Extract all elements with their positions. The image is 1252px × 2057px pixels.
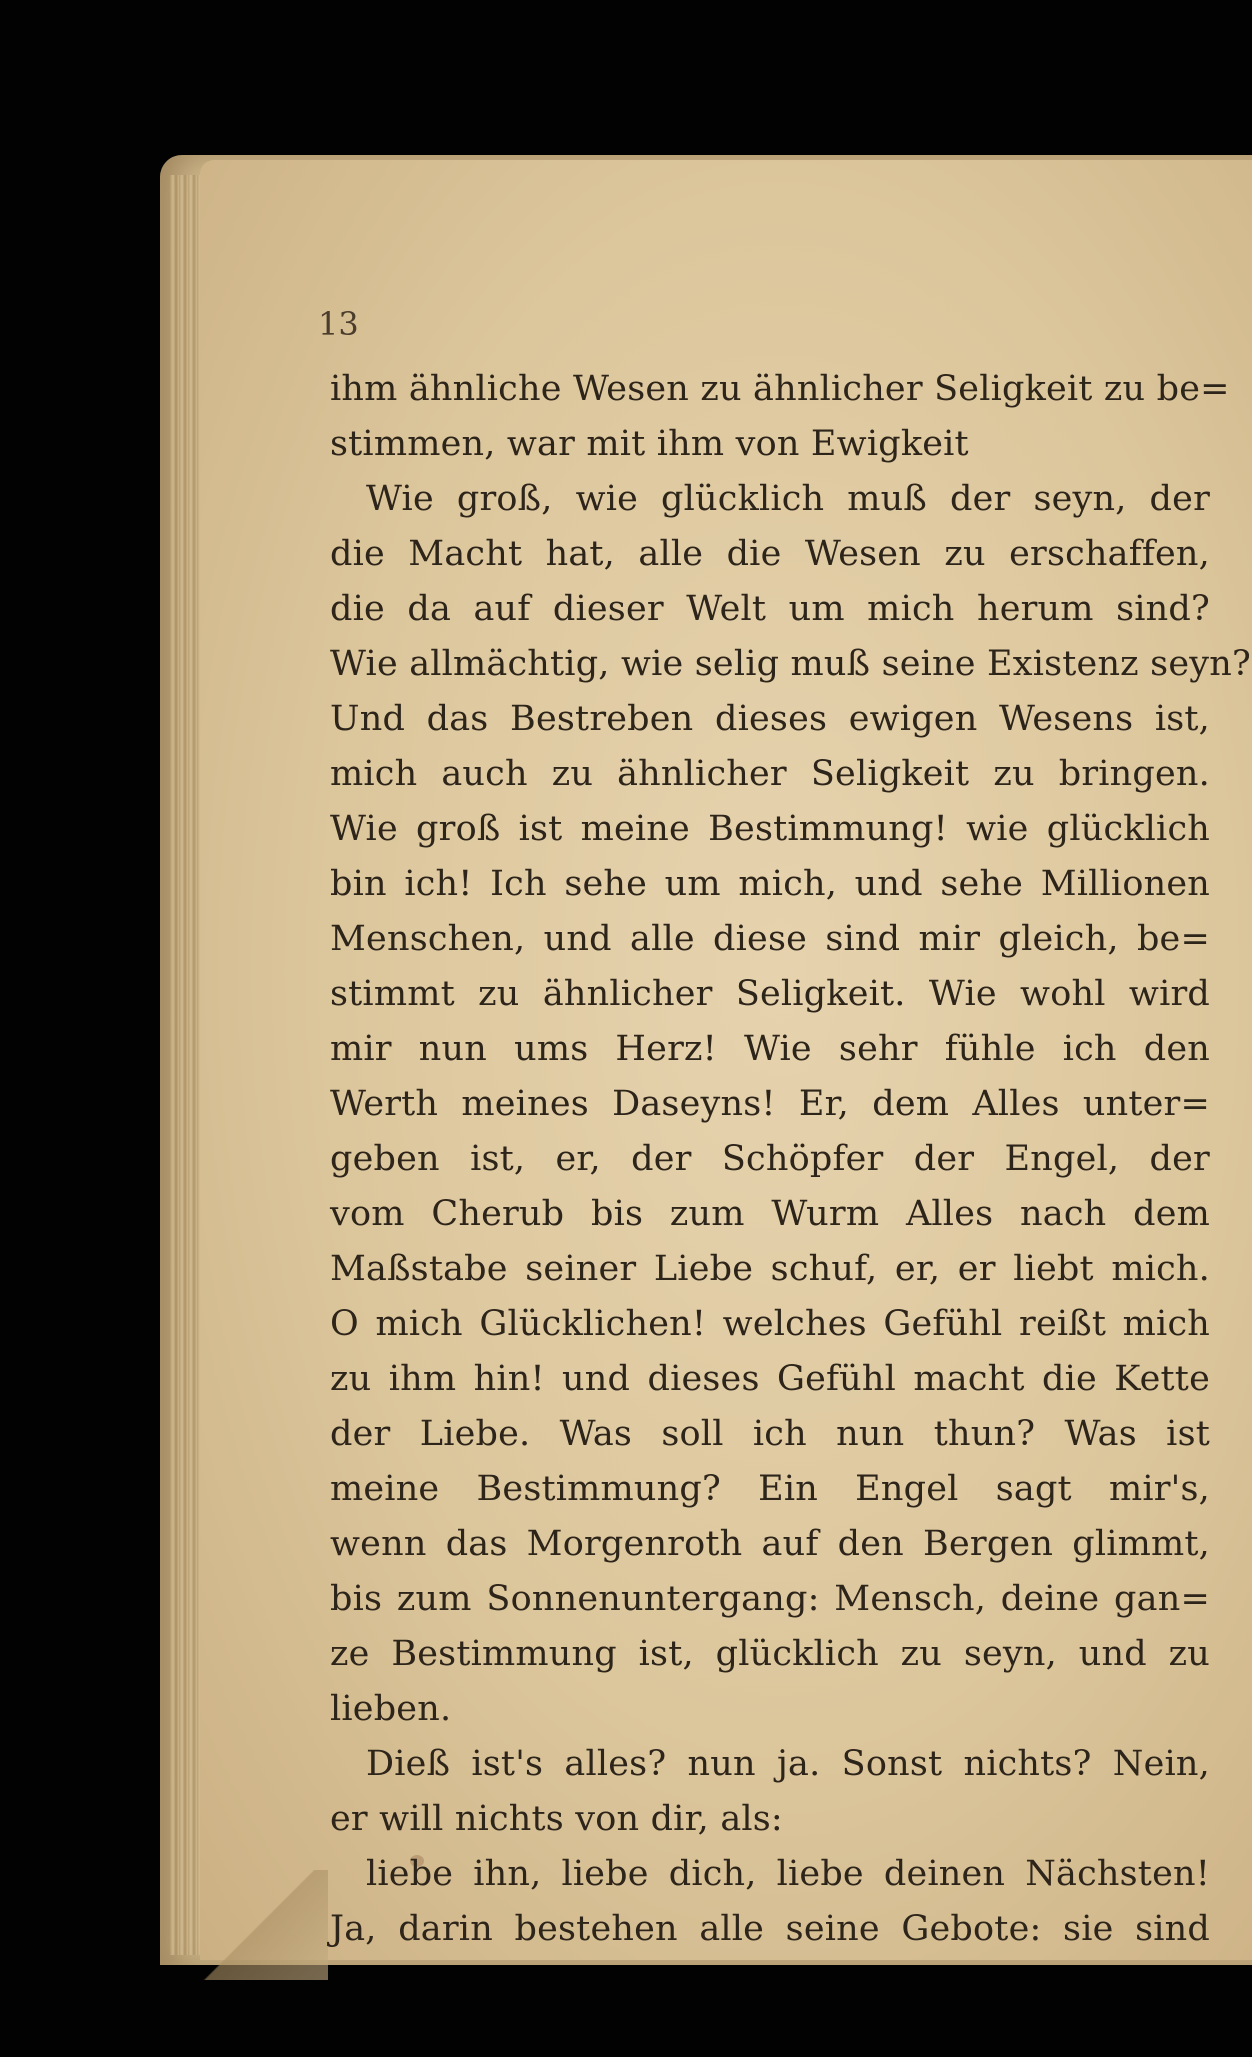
text-line: geben ist, er, der Schöpfer der Engel, der	[330, 1139, 1210, 1179]
page-number: 13	[318, 305, 359, 343]
text-line: Wie groß, wie glücklich muß der seyn, der	[366, 479, 1210, 519]
text-line: Dieß ist's alles? nun ja. Sonst nichts? Nein,	[366, 1744, 1210, 1784]
text-line: Werth meines Daseyns! Er, dem Alles unter=	[330, 1084, 1210, 1124]
text-line: meine Bestimmung? Ein Engel sagt mir's,	[330, 1469, 1210, 1509]
body-text	[330, 362, 1251, 1957]
text-line: O mich Glücklichen! welches Gefühl reißt mich	[330, 1304, 1210, 1344]
text-line: bis zum Sonnenuntergang: Mensch, deine gan=	[330, 1579, 1210, 1619]
text-line: Menschen, und alle diese sind mir gleich, be=	[330, 919, 1210, 959]
worn-corner	[188, 1870, 328, 1980]
text-line: stimmt zu ähnlicher Seligkeit. Wie wohl wird	[330, 974, 1210, 1014]
text-line: vom Cherub bis zum Wurm Alles nach dem	[330, 1194, 1210, 1234]
text-line: die Macht hat, alle die Wesen zu erschaffen,	[330, 534, 1210, 574]
text-line: mich auch zu ähnlicher Seligkeit zu bringen.	[330, 754, 1210, 794]
text-line: Wie groß ist meine Bestimmung! wie glücklich	[330, 809, 1210, 849]
text-line: ihm ähnliche Wesen zu ähnlicher Seligkeit zu be=	[330, 369, 1230, 409]
text-line: Und das Bestreben dieses ewigen Wesens ist,	[330, 699, 1210, 739]
text-line: die da auf dieser Welt um mich herum sind?	[330, 589, 1210, 629]
text-line: er will nichts von dir, als:	[330, 1799, 783, 1839]
text-line: mir nun ums Herz! Wie sehr fühle ich den	[330, 1029, 1210, 1069]
text-line: lieben.	[330, 1689, 452, 1729]
text-line: bin ich! Ich sehe um mich, und sehe Millionen	[330, 864, 1210, 904]
text-line: Wie allmächtig, wie selig muß seine Existenz seyn?	[330, 644, 1251, 684]
text-line: Ja, darin bestehen alle seine Gebote: sie sind	[330, 1909, 1210, 1949]
text-line: stimmen, war mit ihm von Ewigkeit	[330, 424, 969, 464]
text-line: der Liebe. Was soll ich nun thun? Was ist	[330, 1414, 1210, 1454]
text-line: zu ihm hin! und dieses Gefühl macht die Kette	[330, 1359, 1210, 1399]
text-line: liebe ihn, liebe dich, liebe deinen Nächsten!	[366, 1854, 1210, 1894]
text-line: Maßstabe seiner Liebe schuf, er, er liebt mich.	[330, 1249, 1210, 1289]
text-line: wenn das Morgenroth auf den Bergen glimmt,	[330, 1524, 1210, 1564]
text-line: ze Bestimmung ist, glücklich zu seyn, und zu	[330, 1634, 1210, 1674]
